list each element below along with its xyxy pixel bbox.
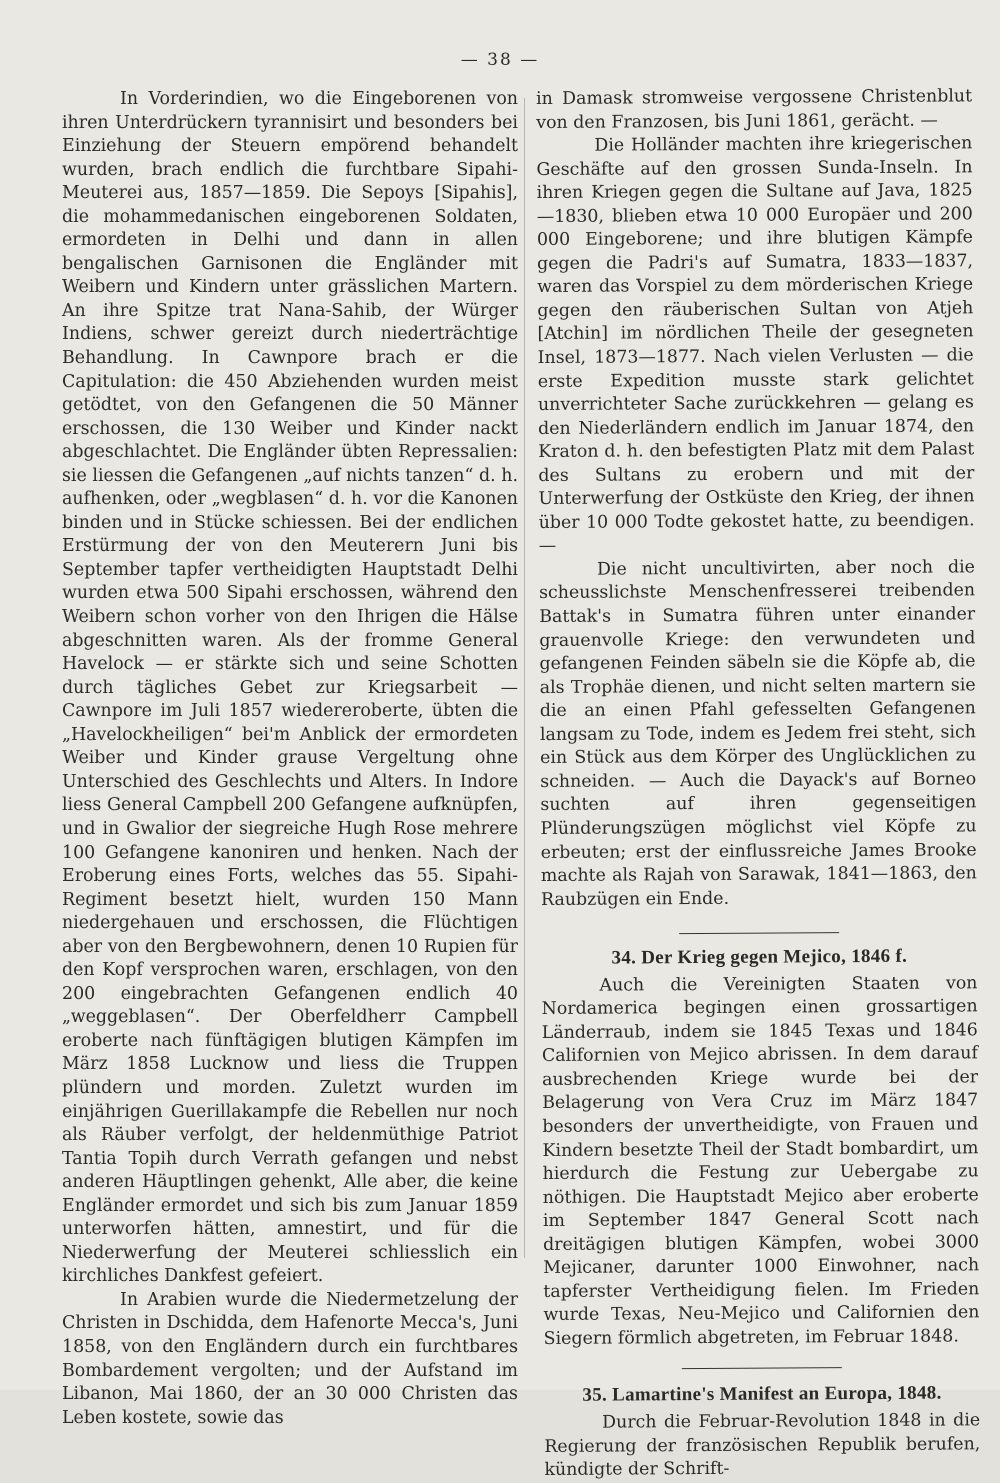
paragraph-arabia: In Arabien wurde die Niedermetzelung der Christen in Dschidda, dem Hafenorte Mecca's, Juni 1858, von den Engländern durch ein furchtbares Bombardement vergolten; und der Aufstand im Libanon, Mai 1860, der an 30 000 Christen das Leben kostete, sowie das [62,1289,518,1428]
right-column [536,85,981,1482]
paragraph-battak: Die nicht uncultivirten, aber noch die scheusslichste Menschenfresserei treibenden Battak's in Sumatra führen unter einander grauenvolle Kriege: den verwundeten und gefangenen Feinden säbeln sie die Köpfe ab, die als Trophäe dienen, und nicht selten martern sie die an einen Pfahl gefesselten Gefangenen langsam zu Tode, indem es Jedem frei steht, sich ein Stück aus dem Körper des Unglücklichen zu schneiden. — Auch die Dayack's auf Borneo suchten auf ihren gegenseitigen Plünderungszügen möglichst viel Köpfe zu erbeuten; erst der einflussreiche James Brooke machte als Rajah von Sarawak, 1841—1863, den Raubzügen ein Ende. [539,557,977,910]
paragraph-mexico-war: Auch die Vereinigten Staaten von Nordamerica begingen einen grossartigen Länderraub, indem sie 1845 Texas und 1846 Californien von Mejico abrissen. In dem darauf ausbrechenden Kriege wurde bei der Belagerung von Vera Cruz im März 1847 besonders der unvertheidigte, von Frauen und Kindern besetzte Theil der Stadt bombardirt, um hierdurch die Festung zur Uebergabe zu nöthigen. Die Hauptstadt Mejico aber eroberte im September 1847 General Scott nach dreitägigen blutigen Kämpfen, wobei 3000 Mejicaner, darunter 1000 Einwohner, nach tapferster Vertheidigung fielen. Im Frieden wurde Texas, Neu-Mejico und Californien den Siegern förmlich abgetreten, im Februar 1848. [541,973,980,1349]
paragraph-damask: in Damask stromweise vergossene Christenblut von den Franzosen, bis Juni 1861, gerächt. — [536,86,973,133]
section-divider-rule [679,932,839,934]
left-column [62,88,518,1430]
section-heading-34: 34. Der Krieg gegen Mejico, 1846 f. [611,945,908,969]
paragraph-sipahi-revolt: In Vorderindien, wo die Eingeborenen von ihren Unterdrückern tyrannisirt und besonders bei Einziehung der Steuern empörend behandelt wurden, brach endlich die furchtbare Sipahi-Meuterei aus, 1857—1859. Die Sepoys [Sipahis], die mohammedanischen eingeborenen Soldaten, ermordeten in Delhi und dann in allen bengalischen Garnisonen die Engländer mit Weibern und Kindern unter grässlichen Martern. An ihre Spitze trat Nana-Sahib, der Würger Indiens, schwer gereizt durch niederträchtige Behandlung. In Cawnpore brach er die Capitulation: die 450 Abziehenden wurden meist getödtet, von den Gefangenen die 50 Männer erschossen, die 130 Weiber und Kinder nackt abgeschlachtet. Die Engländer übten Repressalien: sie liessen die Gefangenen „auf nichts tanzen“ d. h. aufhenken, oder „wegblasen“ d. h. vor die Kanonen binden und in Stücke schiessen. Bei der endlichen Erstürmung der von den Meuterern Juni bis September tapfer vertheidigten Hauptstadt Delhi wurden etwa 500 Sipahi erschossen, während den Weibern schon vorher von den Ihrigen die Hälse abgeschnitten waren. Als der fromme General Havelock — er stärkte sich und seine Schotten durch tägliches Gebet zur Kriegsarbeit — Cawnpore im Juli 1857 wiedereroberte, übten die „Havelockheiligen“ bei'm Anblick der ermordeten Weiber und Kinder grause Vergeltung ohne Unterschied des Geschlechts und Alters. In Indore liess General Campbell 200 Gefangene aufknüpfen, und in Gwalior der siegreiche Hugh Rose mehrere 100 Gefangene kanoniren und henken. Nach der Eroberung eines Forts, welches das 55. Sipahi-Regiment besetzt hielt, wurden 150 Mann niedergehauen und erschossen, die Flüchtigen aber von den Bergbewohnern, denen 10 Rupien für den Kopf versprochen waren, erschlagen, von den 200 eingebrachten Gefangenen endlich 40 „weggeblasen“. Der Oberfeldherr Campbell eroberte nach fünftägigen blutigen Kämpfen im März 1858 Lucknow und liess die Truppen plündern und morden. Zuletzt wurden im einjährigen Guerillakampfe die Rebellen nur noch als Räuber verfolgt, der heldenmüthige Patriot Tantia Topih durch Verrath gefangen und nebst anderen Häuptlingen gehenkt, Alle aber, die keine Engländer ermordet und sich bis zum Januar 1859 unterworfen hätten, amnestirt, und für die Niederwerfung der Meuterei schliesslich ein kirchliches Dankfest gefeiert. [62,89,518,1287]
paragraph-lamartine: Durch die Februar-Revolution 1848 in die Regierung der französischen Republik berufen, kündigte der Schrift- [544,1410,981,1481]
section-heading-35: 35. Lamartine's Manifest an Europa, 1848. [582,1382,942,1407]
column-divider [524,98,525,1258]
section-divider-rule [682,1368,842,1370]
page-number: — 38 — [460,50,540,70]
paragraph-dutch-wars: Die Holländer machten ihre kriegerischen Geschäfte auf den grossen Sunda-Inseln. In ihren Kriegen gegen die Sultane auf Java, 1825—1830, blieben etwa 10 000 Europäer und 200 000 Eingeborene; und ihre blutigen Kämpfe gegen die Padri's auf Sumatra, 1833—1837, waren das Vorspiel zu dem mörderischen Kriege gegen den räuberischen Sultan von Atjeh [Atchin] im nördlichen Theile der gesegneten Insel, 1873—1877. Nach vielen Verlusten — die erste Expedition musste stark gelichtet unverrichteter Sache zurückkehren — gelang es den Niederländern endlich im Januar 1874, den Kraton d. h. den befestigten Platz mit dem Palast des Sultans zu erobern und mit der Unterwerfung der Ostküste den Krieg, der ihnen über 10 000 Todte gekostet hatte, zu beendigen. — [536,133,975,557]
